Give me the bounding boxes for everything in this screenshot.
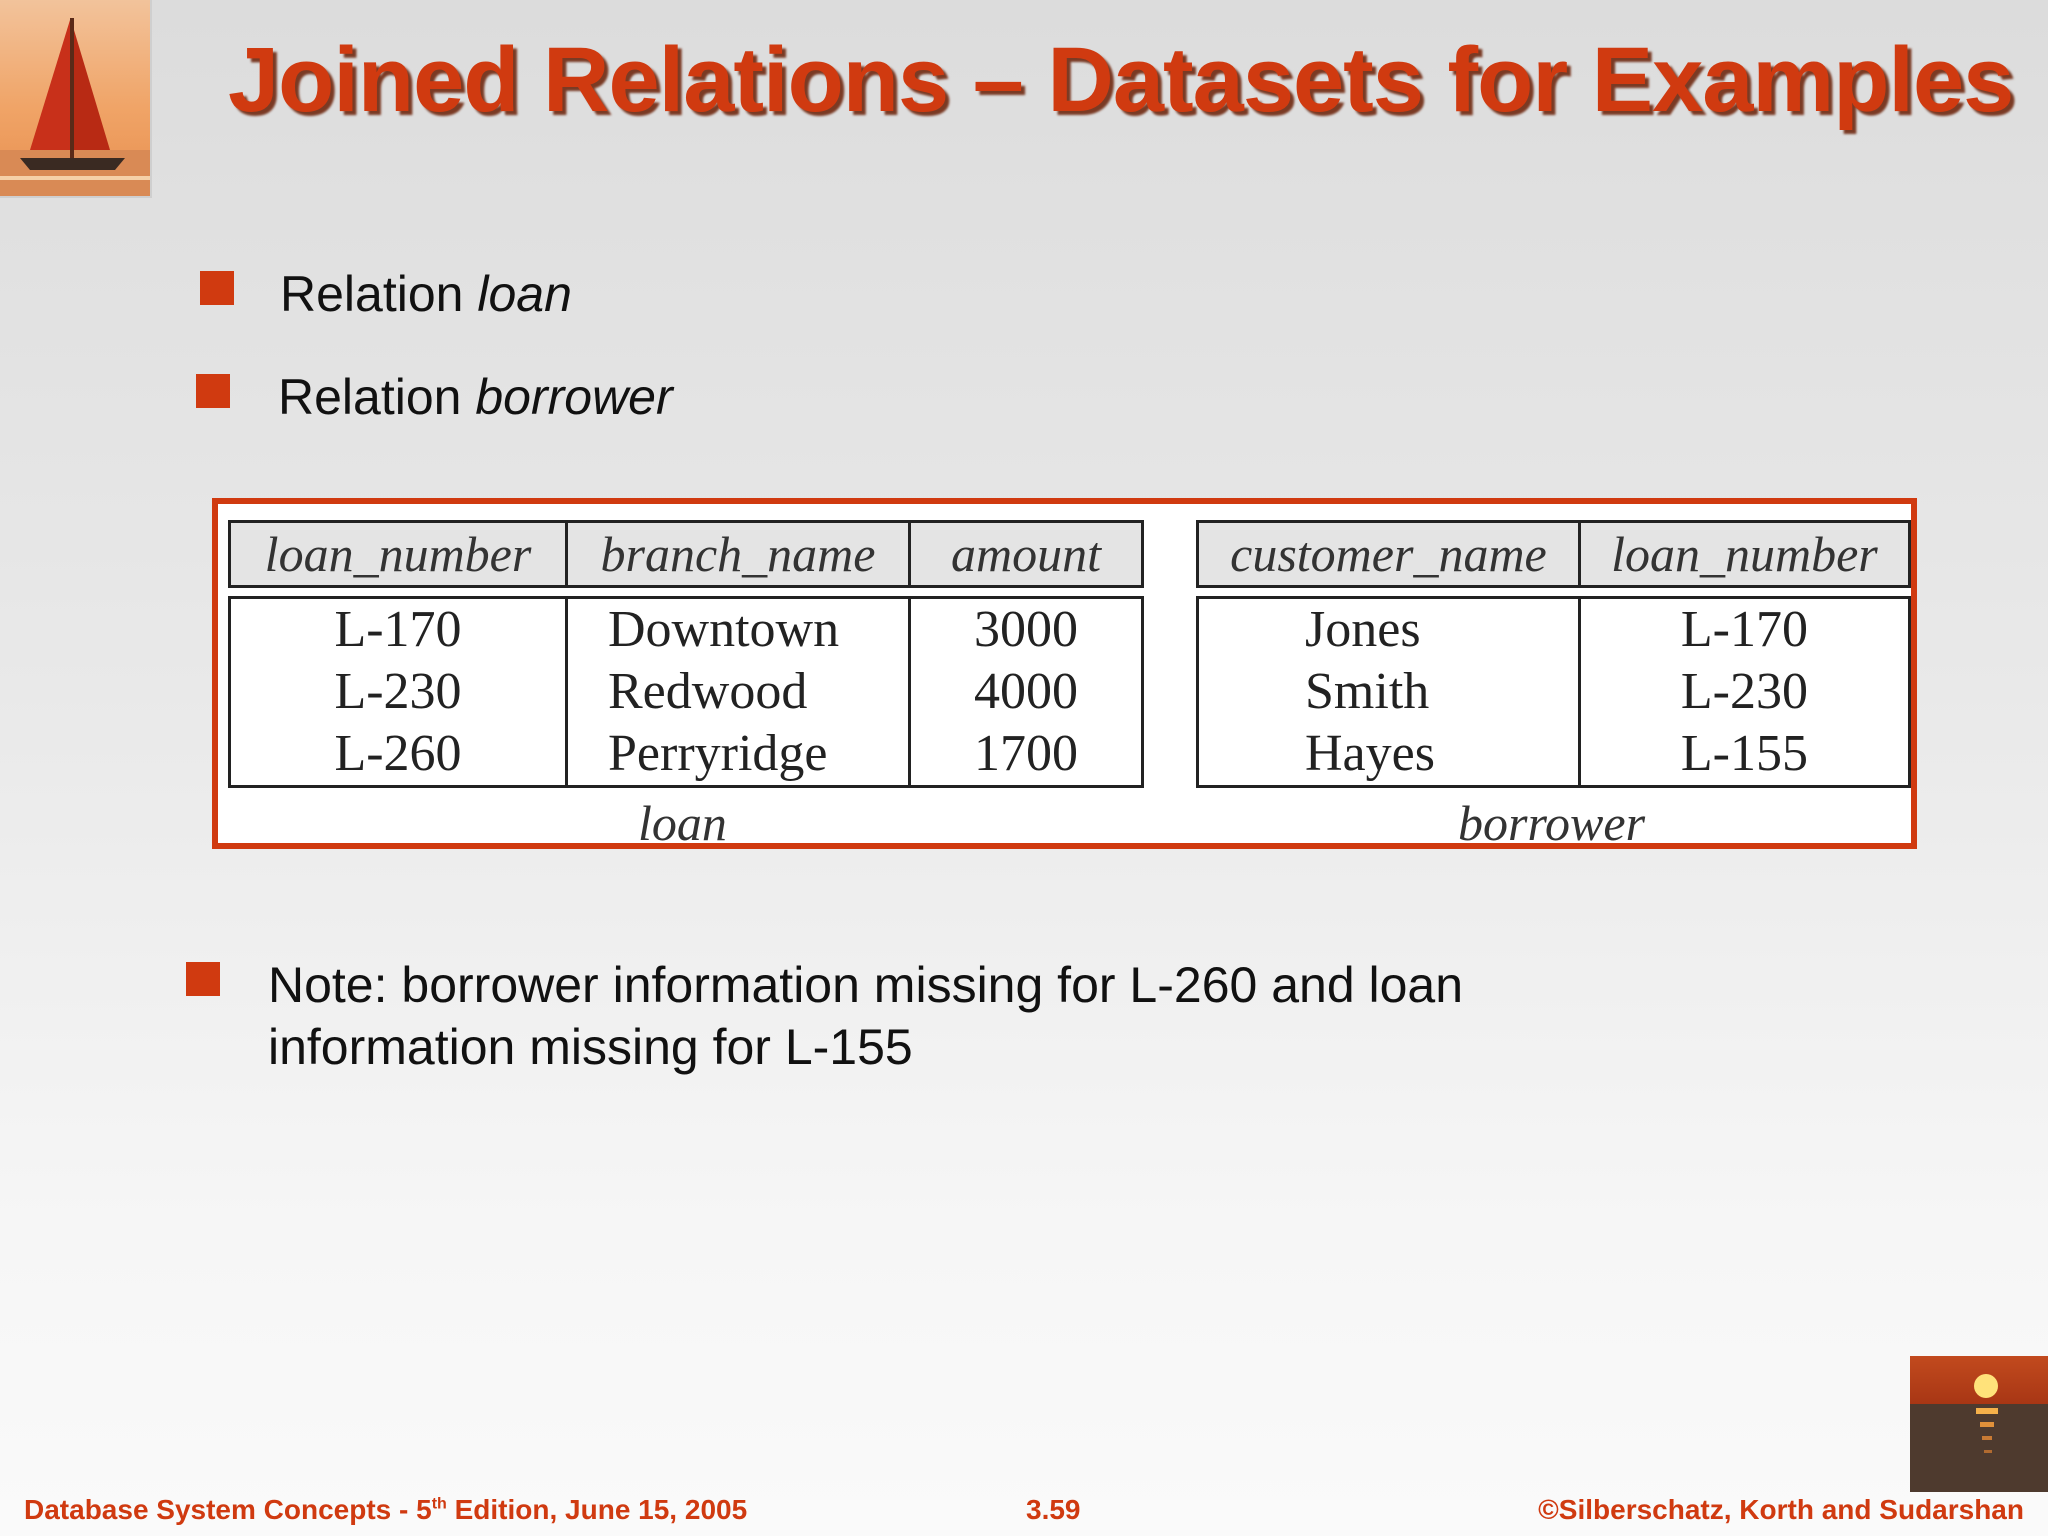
column-header: branch_name: [567, 522, 910, 587]
table-row: [1198, 723, 1910, 787]
sunset-logo-icon: [1910, 1356, 2048, 1492]
table-cell: L-170: [1579, 598, 1909, 662]
table-row: [230, 598, 1143, 662]
bullet-relation-loan: [280, 265, 572, 323]
column-header: loan_number: [230, 522, 567, 587]
footer-copyright: ©Silberschatz, Korth and Sudarshan: [1538, 1494, 2024, 1525]
table-cell: Downtown: [567, 598, 910, 662]
bullet-square-icon: [186, 962, 220, 996]
table-row: [230, 661, 1143, 723]
table-cell: 3000: [910, 598, 1143, 662]
column-header: customer_name: [1198, 522, 1580, 587]
table-row: [1198, 598, 1910, 662]
table-cell: 4000: [910, 661, 1143, 723]
bullet-italic: loan: [477, 266, 572, 322]
table-row: [230, 723, 1143, 787]
bullet-square-icon: [196, 374, 230, 408]
table-cell: Hayes: [1198, 723, 1580, 787]
table-cell: L-155: [1579, 723, 1909, 787]
note-line-1: Note: borrower information missing for L-260 and loan: [268, 957, 1464, 1013]
table-cell: L-260: [230, 723, 567, 787]
table-cell: L-170: [230, 598, 567, 662]
bullet-square-icon: [200, 271, 234, 305]
table-cell: 1700: [910, 723, 1143, 787]
sailboat-logo-icon: [0, 0, 152, 198]
table-cell: L-230: [1579, 661, 1909, 723]
footer-page-number: 3.59: [1026, 1494, 1081, 1525]
table-cell: L-230: [230, 661, 567, 723]
table-row: [1198, 661, 1910, 723]
bullet-text: Relation: [280, 266, 478, 322]
borrower-table-caption: borrower: [1458, 795, 1646, 851]
table-cell: Jones: [1198, 598, 1580, 662]
bullet-text: Relation: [278, 369, 476, 425]
footer-book-title: Database System Concepts - 5th Edition, June 15, 2005: [24, 1494, 748, 1525]
bullet-italic: borrower: [475, 369, 673, 425]
borrower-table: [1196, 520, 1911, 788]
table-cell: Smith: [1198, 661, 1580, 723]
note-line-2: information missing for L-155: [268, 1019, 913, 1075]
loan-table-caption: loan: [638, 795, 727, 851]
slide-title: Joined Relations – Datasets for Examples: [228, 29, 2014, 131]
relations-figure: [212, 498, 1917, 849]
table-cell: Perryridge: [567, 723, 910, 787]
table-cell: Redwood: [567, 661, 910, 723]
column-header: loan_number: [1579, 522, 1909, 587]
loan-table: [228, 520, 1144, 788]
bullet-relation-borrower: [278, 368, 673, 426]
column-header: amount: [910, 522, 1143, 587]
bullet-note: [268, 954, 1668, 1078]
